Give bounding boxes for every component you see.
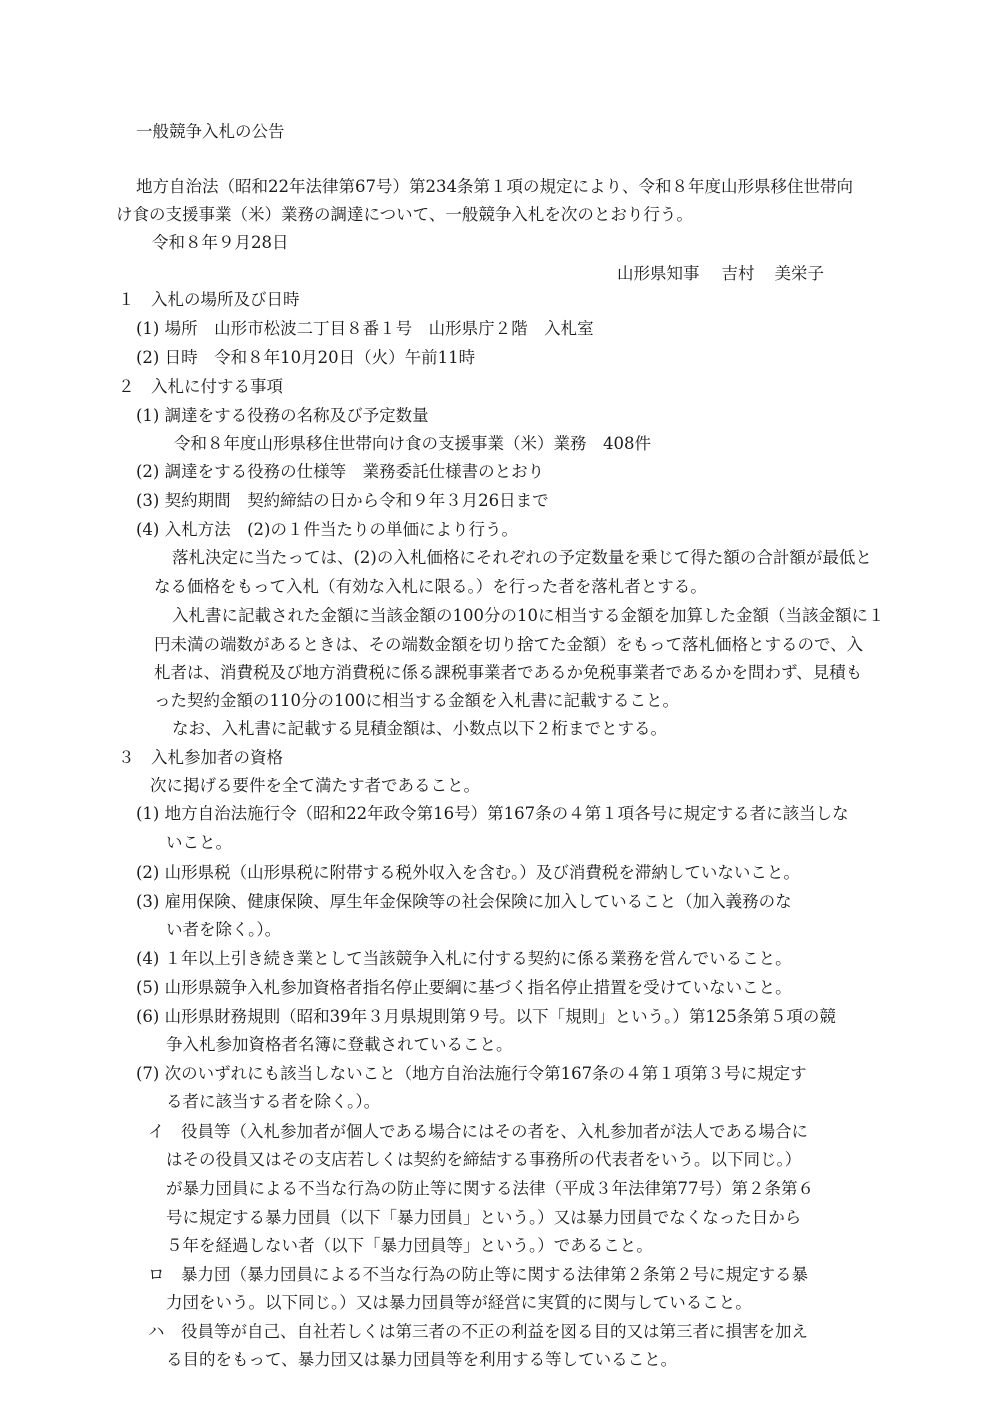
- section-3-item-6-line-1: (6) 山形県財務規則（昭和39年３月県規則第９号。以下「規則」という。）第125条第５項の競: [136, 1007, 836, 1026]
- section-3-item-6-line-2: 争入札参加資格者名簿に登載されていること。: [166, 1035, 513, 1054]
- section-1-heading: １ 入札の場所及び日時: [118, 290, 300, 309]
- section-2-para-2-line-4: った契約金額の110分の100に相当する金額を入札書に記載すること。: [154, 691, 679, 710]
- section-2-item-1-detail: 令和８年度山形県移住世帯向け食の支援事業（米）業務 408件: [174, 434, 651, 453]
- section-3-item-3-line-2: い者を除く。）。: [166, 920, 282, 939]
- section-3-sub-i-line-5: ５年を経過しない者（以下「暴力団員等」という。）であること。: [166, 1236, 653, 1255]
- section-3-sub-ha-line-2: る目的をもって、暴力団又は暴力団員等を利用する等していること。: [166, 1350, 678, 1369]
- section-3-sub-ha-line-1: ハ 役員等が自己、自社若しくは第三者の不正の利益を図る目的又は第三者に損害を加え: [148, 1322, 808, 1341]
- intro-line-1: 地方自治法（昭和22年法律第67号）第234条第１項の規定により、令和８年度山形県移住世帯向: [136, 177, 853, 196]
- section-3-item-5: (5) 山形県競争入札参加資格者指名停止要綱に基づく指名停止措置を受けていないこと。: [136, 978, 792, 997]
- section-2-item-1: (1) 調達をする役務の名称及び予定数量: [136, 406, 429, 425]
- section-3-item-7-line-1: (7) 次のいずれにも該当しないこと（地方自治法施行令第167条の４第１項第３号に規定す: [136, 1064, 807, 1083]
- section-3-sub-i-line-4: 号に規定する暴力団員（以下「暴力団員」という。）又は暴力団員でなくなった日から: [166, 1208, 802, 1227]
- section-3-sub-ro-line-2: 力団をいう。以下同じ。）又は暴力団員等が経営に実質的に関与していること。: [166, 1293, 752, 1312]
- section-2-para-2-line-2: 円未満の端数があるときは、その端数金額を切り捨てた金額）をもって落札価格とするので、入: [154, 635, 864, 654]
- intro-line-2: け食の支援事業（米）業務の調達について、一般競争入札を次のとおり行う。: [116, 205, 693, 224]
- section-2-para-2-line-3: 札者は、消費税及び地方消費税に係る課税事業者であるか免税事業者であるかを問わず、見積も: [154, 663, 863, 682]
- signature-office: 山形県知事: [617, 264, 700, 283]
- section-2-para-1-line-1: 落札決定に当たっては、(2)の入札価格にそれぞれの予定数量を乗じて得た額の合計額が最低と: [172, 548, 872, 567]
- section-3-item-4: (4) １年以上引き続き業として当該競争入札に付する契約に係る業務を営んでいること。: [136, 949, 792, 968]
- section-3-item-3-line-1: (3) 雇用保険、健康保険、厚生年金保険等の社会保険に加入していること（加入義務のな: [136, 892, 792, 911]
- section-3-sub-i-line-2: はその役員又はその支店若しくは契約を締結する事務所の代表者をいう。以下同じ。）: [166, 1150, 802, 1169]
- section-2-para-3: なお、入札書に記載する見積金額は、小数点以下２桁までとする。: [172, 719, 667, 738]
- notice-date: 令和８年９月28日: [152, 233, 289, 252]
- signature-given-name: 美栄子: [774, 264, 824, 283]
- section-3-sub-i-line-1: イ 役員等（入札参加者が個人である場合にはその者を、入札参加者が法人である場合に: [148, 1122, 808, 1141]
- section-1-item-1: (1) 場所 山形市松波二丁目８番１号 山形県庁２階 入札室: [136, 319, 594, 338]
- section-3-lead: 次に掲げる要件を全て満たす者であること。: [150, 776, 480, 795]
- section-2-item-3: (3) 契約期間 契約締結の日から令和９年３月26日まで: [136, 491, 549, 510]
- section-3-item-2: (2) 山形県税（山形県税に附帯する税外収入を含む。）及び消費税を滞納していないこと。: [136, 863, 800, 882]
- section-2-heading: ２ 入札に付する事項: [118, 377, 283, 396]
- section-2-item-2: (2) 調達をする役務の仕様等 業務委託仕様書のとおり: [136, 462, 545, 481]
- section-3-item-1-line-1: (1) 地方自治法施行令（昭和22年政令第16号）第167条の４第１項各号に規定する者に該当しな: [136, 804, 849, 823]
- section-3-sub-i-line-3: が暴力団員による不当な行為の防止等に関する法律（平成３年法律第77号）第２条第６: [166, 1179, 814, 1198]
- document-title: 一般競争入札の公告: [136, 122, 285, 141]
- section-3-heading: ３ 入札参加者の資格: [118, 748, 283, 767]
- section-2-para-1-line-2: なる価格をもって入札（有効な入札に限る。）を行った者を落札者とする。: [154, 577, 707, 596]
- section-3-item-7-line-2: る者に該当する者を除く。）。: [166, 1092, 381, 1111]
- section-2-para-2-line-1: 入札書に記載された金額に当該金額の100分の10に相当する金額を加算した金額（当該金額に１: [172, 606, 885, 625]
- section-3-item-1-line-2: いこと。: [166, 833, 232, 852]
- signature-line: [617, 262, 824, 286]
- section-2-item-4: (4) 入札方法 (2)の１件当たりの単価により行う。: [136, 520, 518, 539]
- signature-family-name: 吉村: [721, 264, 755, 283]
- section-1-item-2: (2) 日時 令和８年10月20日（火）午前11時: [136, 348, 476, 367]
- section-3-sub-ro-line-1: ロ 暴力団（暴力団員による不当な行為の防止等に関する法律第２条第２号に規定する暴: [148, 1265, 808, 1284]
